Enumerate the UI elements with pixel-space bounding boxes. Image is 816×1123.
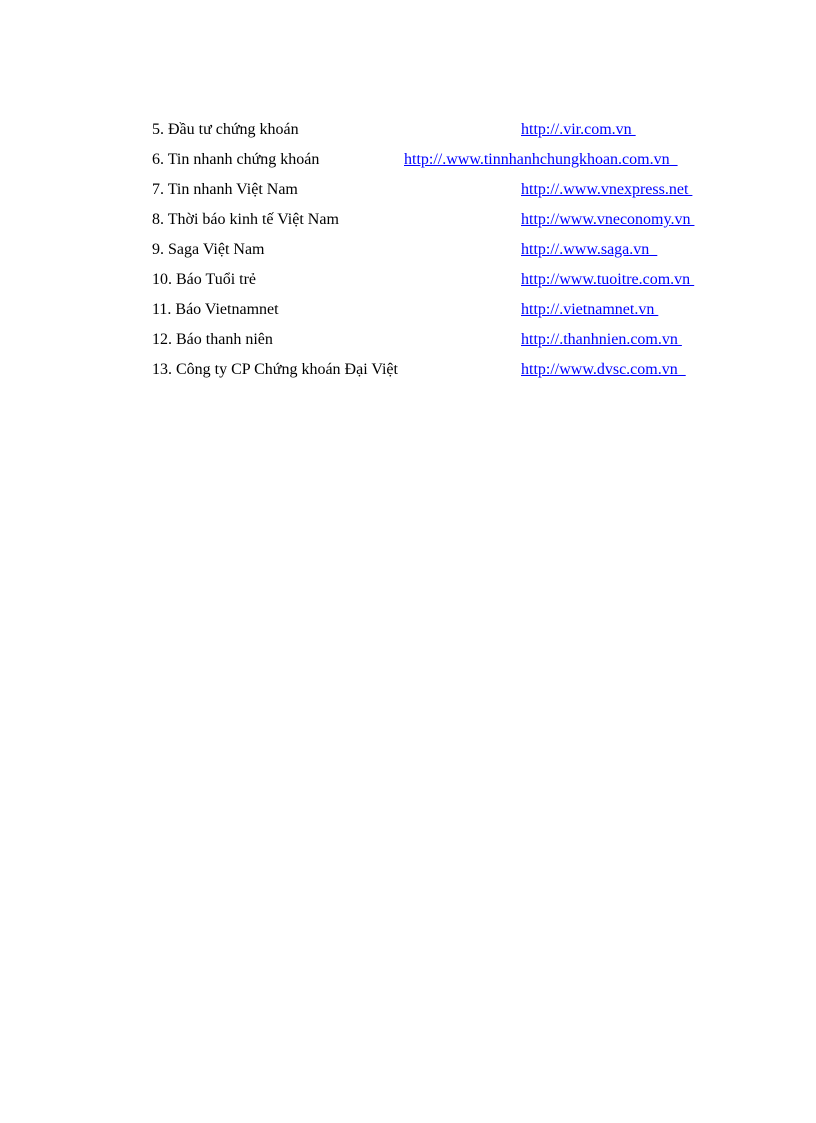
reference-item <box>152 180 732 210</box>
reference-item <box>152 300 732 330</box>
reference-label: 8. Thời báo kinh tế Việt Nam <box>152 211 339 228</box>
reference-link[interactable]: http://www.dvsc.com.vn <box>521 361 686 378</box>
reference-item <box>152 330 732 360</box>
reference-label: 13. Công ty CP Chứng khoán Đại Việt <box>152 361 398 378</box>
reference-item <box>152 120 732 150</box>
reference-item <box>152 270 732 300</box>
reference-label: 10. Báo Tuổi trẻ <box>152 271 257 288</box>
reference-list <box>152 120 732 390</box>
reference-label: 9. Saga Việt Nam <box>152 241 265 258</box>
reference-link[interactable]: http://.www.tinnhanhchungkhoan.com.vn <box>404 151 678 168</box>
reference-label: 11. Báo Vietnamnet <box>152 301 279 318</box>
reference-link[interactable]: http://.www.vnexpress.net <box>521 181 693 198</box>
reference-link[interactable]: http://.vir.com.vn <box>521 121 636 138</box>
reference-item <box>152 240 732 270</box>
reference-label: 7. Tin nhanh Việt Nam <box>152 181 298 198</box>
reference-link[interactable]: http://www.vneconomy.vn <box>521 211 695 228</box>
reference-link[interactable]: http://.vietnamnet.vn <box>521 301 659 318</box>
reference-item <box>152 360 732 390</box>
reference-link[interactable]: http://.www.saga.vn <box>521 241 658 258</box>
reference-link[interactable]: http://.thanhnien.com.vn <box>521 331 682 348</box>
reference-label: 6. Tin nhanh chứng khoán <box>152 151 320 168</box>
reference-item <box>152 150 732 180</box>
reference-item <box>152 210 732 240</box>
reference-label: 5. Đầu tư chứng khoán <box>152 121 299 138</box>
reference-link[interactable]: http://www.tuoitre.com.vn <box>521 271 695 288</box>
reference-label: 12. Báo thanh niên <box>152 331 273 348</box>
